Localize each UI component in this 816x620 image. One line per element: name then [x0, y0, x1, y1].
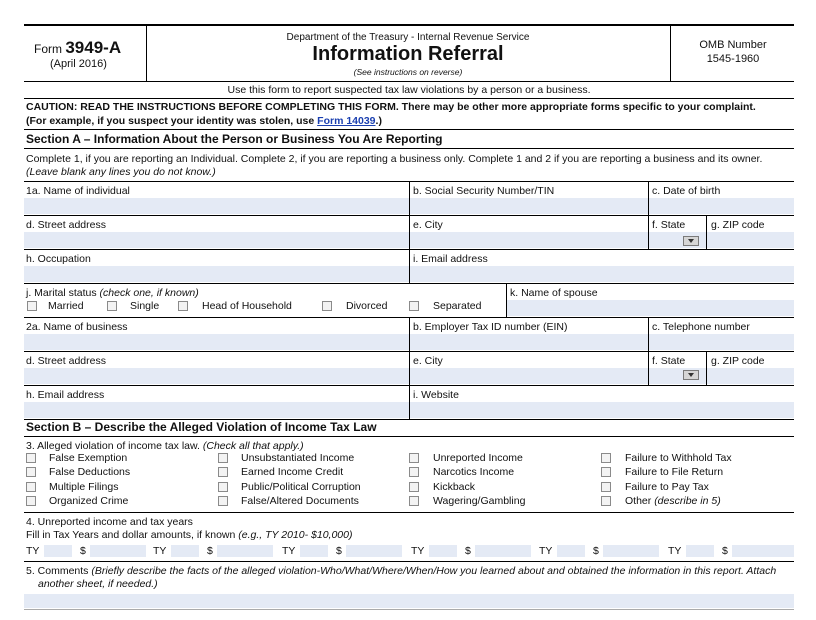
business-zip-code-field[interactable] [707, 368, 794, 384]
false-altered-documents-checkbox[interactable] [218, 496, 228, 506]
dollar-label-1: $ [80, 545, 86, 557]
unreported-income-label: Unreported Income [433, 452, 523, 464]
form-title: Information Referral [312, 43, 504, 65]
state-label: f. State [652, 219, 686, 231]
amount-field-4[interactable] [475, 545, 531, 557]
failure-to-file-return-label: Failure to File Return [625, 466, 724, 478]
business-zip-code-label: g. ZIP code [711, 355, 765, 367]
section-a-instructions: Complete 1, if you are reporting an Individual. Complete 2, if you are reporting a business only. Complete 1 and 2 if you are reporting a business and its owner. [26, 153, 763, 165]
comments-label: 5. Comments (Briefly describe the facts of the alleged violation-Who/What/Where/When/How you learned about and obtained the information in this report. Attach [26, 565, 777, 577]
name-of-business-field[interactable] [24, 334, 409, 350]
separated-checkbox[interactable] [409, 301, 419, 311]
ty-label-5: TY [539, 545, 553, 557]
business-state-dropdown-icon[interactable] [683, 370, 699, 380]
caution-line-2: (For example, if you suspect your identity was stolen, use Form 14039.) [26, 115, 382, 127]
head-of-household-checkbox[interactable] [178, 301, 188, 311]
comments-label-continued: another sheet, if needed.) [38, 578, 158, 590]
organized-crime-label: Organized Crime [49, 495, 129, 507]
occupation-field[interactable] [24, 266, 409, 282]
amount-field-5[interactable] [603, 545, 659, 557]
multiple-filings-checkbox[interactable] [26, 482, 36, 492]
street-address-label: d. Street address [26, 219, 106, 231]
ty-label-3: TY [282, 545, 296, 557]
amount-field-6[interactable] [732, 545, 794, 557]
kickback-label: Kickback [433, 481, 476, 493]
failure-to-pay-tax-label: Failure to Pay Tax [625, 481, 709, 493]
tax-year-field-4[interactable] [429, 545, 457, 557]
email-address-label: i. Email address [413, 253, 488, 265]
telephone-number-field[interactable] [649, 334, 794, 350]
amount-field-2[interactable] [217, 545, 273, 557]
divorced-option-label: Divorced [346, 300, 388, 312]
form-14039-link[interactable]: Form 14039 [317, 115, 376, 127]
ssn-tin-field[interactable] [410, 198, 648, 214]
narcotics-income-checkbox[interactable] [409, 467, 419, 477]
earned-income-credit-label: Earned Income Credit [241, 466, 344, 478]
tax-year-field-6[interactable] [686, 545, 714, 557]
zip-code-label: g. ZIP code [711, 219, 765, 231]
name-of-business-label: 2a. Name of business [26, 321, 128, 333]
ty-label-6: TY [668, 545, 682, 557]
tax-year-field-5[interactable] [557, 545, 585, 557]
ein-label: b. Employer Tax ID number (EIN) [413, 321, 568, 333]
city-label: e. City [413, 219, 443, 231]
zip-code-field[interactable] [707, 232, 794, 248]
organized-crime-checkbox[interactable] [26, 496, 36, 506]
dollar-label-6: $ [722, 545, 728, 557]
telephone-number-label: c. Telephone number [652, 321, 750, 333]
other-label: Other (describe in 5) [625, 495, 721, 507]
head-of-household-option-label: Head of Household [202, 300, 292, 312]
tax-year-field-3[interactable] [300, 545, 328, 557]
date-of-birth-field[interactable] [649, 198, 794, 214]
section-a-title: Section A – Information About the Person or Business You Are Reporting [26, 132, 443, 146]
name-of-spouse-label: k. Name of spouse [510, 287, 598, 299]
occupation-label: h. Occupation [26, 253, 91, 265]
form-subtitle: (See instructions on reverse) [353, 67, 463, 77]
ty-label-4: TY [411, 545, 425, 557]
failure-to-file-return-checkbox[interactable] [601, 467, 611, 477]
business-email-label: h. Email address [26, 389, 105, 401]
alleged-violation-label: 3. Alleged violation of income tax law. (Check all that apply.) [26, 440, 304, 452]
unreported-income-years-instructions: Fill in Tax Years and dollar amounts, if known (e.g., TY 2010- $10,000) [26, 529, 353, 541]
name-of-spouse-field[interactable] [507, 300, 794, 316]
unsubstantiated-income-label: Unsubstantiated Income [241, 452, 355, 464]
omb-label: OMB Number [699, 39, 767, 51]
comments-field[interactable] [24, 594, 794, 608]
married-checkbox[interactable] [27, 301, 37, 311]
tax-year-field-1[interactable] [44, 545, 72, 557]
street-address-field[interactable] [24, 232, 409, 248]
name-of-individual-field[interactable] [24, 198, 409, 214]
kickback-checkbox[interactable] [409, 482, 419, 492]
unreported-income-checkbox[interactable] [409, 453, 419, 463]
ssn-tin-label: b. Social Security Number/TIN [413, 185, 555, 197]
dollar-label-4: $ [465, 545, 471, 557]
business-street-address-label: d. Street address [26, 355, 106, 367]
narcotics-income-label: Narcotics Income [433, 466, 515, 478]
single-option-label: Single [130, 300, 160, 312]
website-field[interactable] [410, 402, 794, 418]
earned-income-credit-checkbox[interactable] [218, 467, 228, 477]
public-political-corruption-checkbox[interactable] [218, 482, 228, 492]
business-city-label: e. City [413, 355, 443, 367]
form-purpose: Use this form to report suspected tax law violations by a person or a business. [227, 84, 591, 96]
section-b-title: Section B – Describe the Alleged Violation of Income Tax Law [26, 420, 377, 434]
wagering-gambling-checkbox[interactable] [409, 496, 419, 506]
form-number: Form 3949-A [34, 38, 122, 57]
form-revision: (April 2016) [50, 58, 107, 70]
false-exemption-label: False Exemption [49, 452, 128, 464]
business-state-label: f. State [652, 355, 686, 367]
failure-to-withhold-tax-checkbox[interactable] [601, 453, 611, 463]
false-exemption-checkbox[interactable] [26, 453, 36, 463]
tax-year-field-2[interactable] [171, 545, 199, 557]
dollar-label-5: $ [593, 545, 599, 557]
false-deductions-label: False Deductions [49, 466, 131, 478]
public-political-corruption-label: Public/Political Corruption [241, 481, 361, 493]
business-city-field[interactable] [410, 368, 648, 384]
unsubstantiated-income-checkbox[interactable] [218, 453, 228, 463]
website-label: i. Website [413, 389, 459, 401]
date-of-birth-label: c. Date of birth [652, 185, 721, 197]
divorced-checkbox[interactable] [322, 301, 332, 311]
failure-to-pay-tax-checkbox[interactable] [601, 482, 611, 492]
married-option-label: Married [48, 300, 84, 312]
marital-status-label: j. Marital status (check one, if known) [26, 287, 199, 299]
multiple-filings-label: Multiple Filings [49, 481, 119, 493]
state-dropdown-icon[interactable] [683, 236, 699, 246]
city-field[interactable] [410, 232, 648, 248]
agency-name: Department of the Treasury - Internal Revenue Service [286, 32, 530, 43]
business-street-address-field[interactable] [24, 368, 409, 384]
wagering-gambling-label: Wagering/Gambling [433, 495, 526, 507]
omb-number: 1545-1960 [706, 53, 760, 65]
false-deductions-checkbox[interactable] [26, 467, 36, 477]
ty-label-2: TY [153, 545, 167, 557]
single-checkbox[interactable] [107, 301, 117, 311]
dollar-label-3: $ [336, 545, 342, 557]
name-of-individual-label: 1a. Name of individual [26, 185, 130, 197]
section-a-instructions-note: (Leave blank any lines you do not know.) [26, 166, 216, 178]
ein-field[interactable] [410, 334, 648, 350]
separated-option-label: Separated [433, 300, 482, 312]
dollar-label-2: $ [207, 545, 213, 557]
caution-line-1: CAUTION: READ THE INSTRUCTIONS BEFORE COMPLETING THIS FORM. There may be other more appropriate forms specific to your complaint. [26, 101, 756, 113]
failure-to-withhold-tax-label: Failure to Withhold Tax [625, 452, 732, 464]
amount-field-3[interactable] [346, 545, 402, 557]
business-email-field[interactable] [24, 402, 409, 418]
unreported-income-years-label: 4. Unreported income and tax years [26, 516, 193, 528]
amount-field-1[interactable] [90, 545, 146, 557]
email-address-field[interactable] [410, 266, 794, 282]
false-altered-documents-label: False/Altered Documents [241, 495, 359, 507]
other-checkbox[interactable] [601, 496, 611, 506]
ty-label-1: TY [26, 545, 40, 557]
